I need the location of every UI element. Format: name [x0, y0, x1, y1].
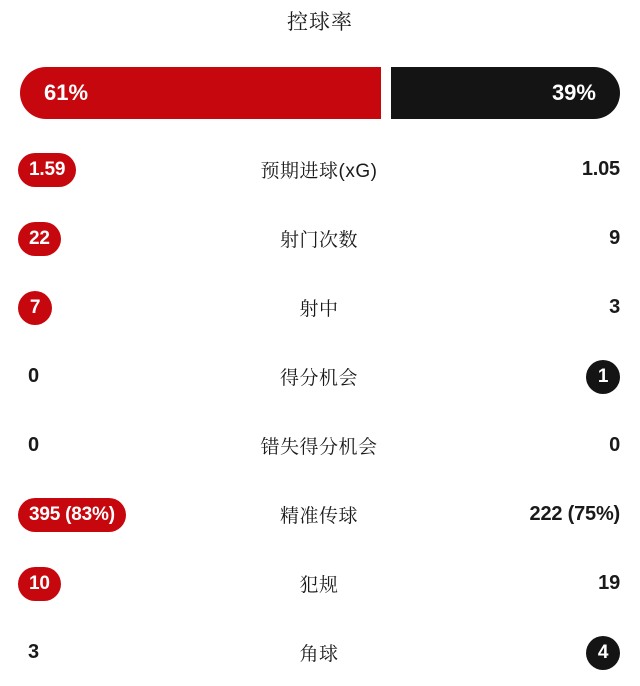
- away-stat-value: 3: [609, 296, 620, 318]
- label-cell: [186, 294, 452, 321]
- stat-row: [0, 135, 640, 204]
- away-stat-value: 0: [609, 434, 620, 456]
- stat-row: [0, 618, 640, 686]
- away-stat-value: 222 (75%): [529, 503, 620, 525]
- stat-row: [0, 411, 640, 480]
- away-stat-value: 1: [586, 360, 620, 394]
- away-cell: [452, 360, 620, 394]
- possession-bar: [20, 67, 620, 119]
- away-cell: [452, 636, 620, 670]
- possession-away-segment: [391, 67, 620, 119]
- possession-home-segment: [20, 67, 381, 119]
- away-stat-value: 1.05: [581, 158, 620, 180]
- stat-label: 犯规: [299, 575, 339, 596]
- home-stat-value: 3: [28, 641, 39, 663]
- label-cell: [186, 570, 452, 597]
- away-stat-value: 4: [586, 636, 620, 670]
- home-cell: [18, 641, 186, 664]
- away-cell: [452, 158, 620, 181]
- away-cell: [452, 434, 620, 457]
- home-stat-value: 10: [18, 567, 61, 601]
- label-cell: [186, 225, 452, 252]
- label-cell: [186, 156, 452, 183]
- possession-home-value: 61%: [44, 80, 89, 105]
- stat-row: [0, 549, 640, 618]
- stat-label: 射中: [299, 299, 339, 320]
- home-stat-value: 7: [18, 291, 52, 325]
- stat-label: 射门次数: [279, 230, 358, 251]
- label-cell: [186, 639, 452, 666]
- home-cell: [18, 222, 186, 256]
- away-cell: [452, 296, 620, 319]
- home-cell: [18, 498, 186, 532]
- away-cell: [452, 503, 620, 526]
- stat-label: 得分机会: [279, 368, 358, 389]
- home-stat-value: 0: [28, 434, 39, 456]
- label-cell: [186, 363, 452, 390]
- stats-rows: [0, 135, 640, 686]
- home-stat-value: 1.59: [18, 153, 76, 187]
- away-cell: [452, 227, 620, 250]
- stat-label: 角球: [299, 644, 339, 665]
- home-cell: [18, 153, 186, 187]
- home-stat-value: 0: [28, 365, 39, 387]
- away-stat-value: 19: [598, 572, 620, 594]
- home-cell: [18, 434, 186, 457]
- home-stat-value: 395 (83%): [18, 498, 126, 532]
- away-stat-value: 9: [609, 227, 620, 249]
- away-cell: [452, 572, 620, 595]
- label-cell: [186, 432, 452, 459]
- home-cell: [18, 567, 186, 601]
- section-title: 控球率: [287, 11, 353, 34]
- label-cell: [186, 501, 452, 528]
- home-cell: [18, 291, 186, 325]
- stat-row: [0, 204, 640, 273]
- home-cell: [18, 365, 186, 388]
- stat-row: [0, 273, 640, 342]
- stat-row: [0, 480, 640, 549]
- stat-label: 精准传球: [279, 506, 358, 527]
- stat-label: 预期进球(xG): [260, 161, 378, 182]
- stat-row: [0, 342, 640, 411]
- home-stat-value: 22: [18, 222, 61, 256]
- stat-label: 错失得分机会: [260, 437, 378, 458]
- possession-away-value: 39%: [551, 80, 596, 105]
